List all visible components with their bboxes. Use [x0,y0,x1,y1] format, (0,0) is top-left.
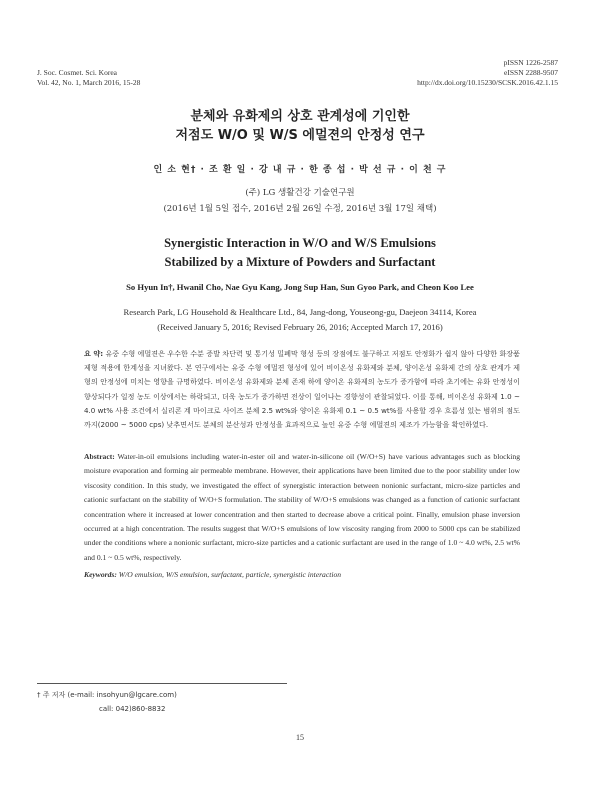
keywords-text: W/O emulsion, W/S emulsion, surfactant, particle, synergistic interaction [116,570,342,579]
keywords [84,570,520,579]
footnote-author: † 주 저자 (e-mail: insohyun@lgcare.com) [37,691,177,699]
keywords-label: Keywords: [84,570,117,579]
journal-name: J. Soc. Cosmet. Sci. Korea [37,68,117,77]
footnote-divider [37,683,287,684]
english-abstract [84,450,520,565]
journal-header-left [37,68,140,88]
korean-dates: (2016년 1월 5일 접수, 2016년 2월 26일 수정, 2016년 3월 17일 채택) [163,204,437,214]
korean-title-line-1: 분체와 유화제의 상호 관계성에 기인한 [190,109,410,124]
korean-abstract-text: 유중 수형 에멀젼은 우수한 수분 증발 차단력 및 통기성 밀폐막 형성 등의 장점에도 불구하고 저점도 안정화가 쉽지 않아 다양한 화장품 제형 적용에 한계성을 지녀왔다. 본 연구에서는 유중 수형 에멀젼 형성에 있어 비이온성 유화제와 분체, 양이온성 유화제 간의 상호 관계가 제형의 안정성에 미치는 영향을 규명하였다. 비이온성 유화제와 분체 존재 하에 양이온 유화제의 농도가 증가함에 따라 초기에는 유화 안정성이 향상되다가 일정 농도 이상에서는 하락되고, 더욱 농도가 증가하면 전상이 일어나는 경향성이 관찰되었다. 이를 통해, 비이온성 유화제 1.0 ~ 4.0 wt% 사용 조건에서 실리콘 계 마이크로 사이즈 분체 2.5 wt%와 양이온 유화제 0.1 ~ 0.5 wt%를 사용할 경우 흐름성 있는 범위의 점도까지(2000 ~ 5000 cps) 낮추면서도 분체의 분산성과 안정성을 효과적으로 높인 유중 수형 에멀젼의 제조가 가능함을 확인하였다. [84,349,520,430]
journal-volume: Vol. 42, No. 1, March 2016, 15-28 [37,78,141,87]
english-title-line-1: Synergistic Interaction in W/O and W/S Emulsions [164,236,436,250]
english-dates: (Received January 5, 2016; Revised February 26, 2016; Accepted March 17, 2016) [157,322,443,332]
korean-title-line-2: 저점도 W/O 및 W/S 에멀젼의 안정성 연구 [175,128,425,143]
journal-header-right [417,58,558,88]
korean-affiliation: (주) LG 생활건강 기술연구원 [245,188,355,198]
english-abstract-text: Water-in-oil emulsions including water-in-ester oil and water-in-silicone oil (W/O+S) have various advantages such as blocking moisture evaporation and forming air permeable membrane. However, their applications have been limited due to the poor stability under low viscosity condition. In this study, we investigated the effect of synergistic interaction between nonionic surfactant, micro-size particles and cationic surfactant on the stability of W/O+S formulation. The stability of W/O+S emulsions was changed as a function of cationic surfactant concentration where it increased at lower concentration and then started to decrease above a critical point. Finally, emulsion phase inversion occurred at a high concentration. The results suggest that W/O+S emulsions of low viscosity ranging from 2000 to 5000 cps can be stabilized under the conditions where a nonionic surfactant, micro-size particles and a cationic surfactant are used in the range of 1.0 ~ 4.0 wt%, 2.5 wt% and 0.1 ~ 0.5 wt%, respectively. [84,452,520,562]
korean-abstract-label: 요 약: [84,349,104,358]
english-affiliation-block [0,305,600,335]
pissn: pISSN 1226-2587 [503,58,558,67]
english-abstract-label: Abstract: [84,452,115,461]
english-authors: So Hyun In†, Hwanil Cho, Nae Gyu Kang, Jong Sup Han, Sun Gyoo Park, and Cheon Koo Lee [126,282,474,292]
english-title [0,234,600,272]
english-title-line-2: Stabilized by a Mixture of Powders and Surfactant [164,255,436,269]
korean-affiliation-block [0,185,600,217]
english-affiliation: Research Park, LG Household & Healthcare Ltd., 84, Jang-dong, Youseong-gu, Daejeon 34114, Korea [123,307,477,317]
doi-link[interactable]: http://dx.doi.org/10.15230/SCSK.2016.42.1.15 [417,78,558,87]
korean-authors: 인 소 현† · 조 환 일 · 강 내 규 · 한 종 섭 · 박 선 규 · 이 천 구 [153,165,447,175]
page-number: 15 [296,733,304,742]
eissn: eISSN 2288-9507 [504,68,558,77]
footnote-call: call: 042)860-8832 [99,705,166,713]
korean-title [0,107,600,145]
footnote [37,688,177,716]
korean-abstract [84,347,520,432]
